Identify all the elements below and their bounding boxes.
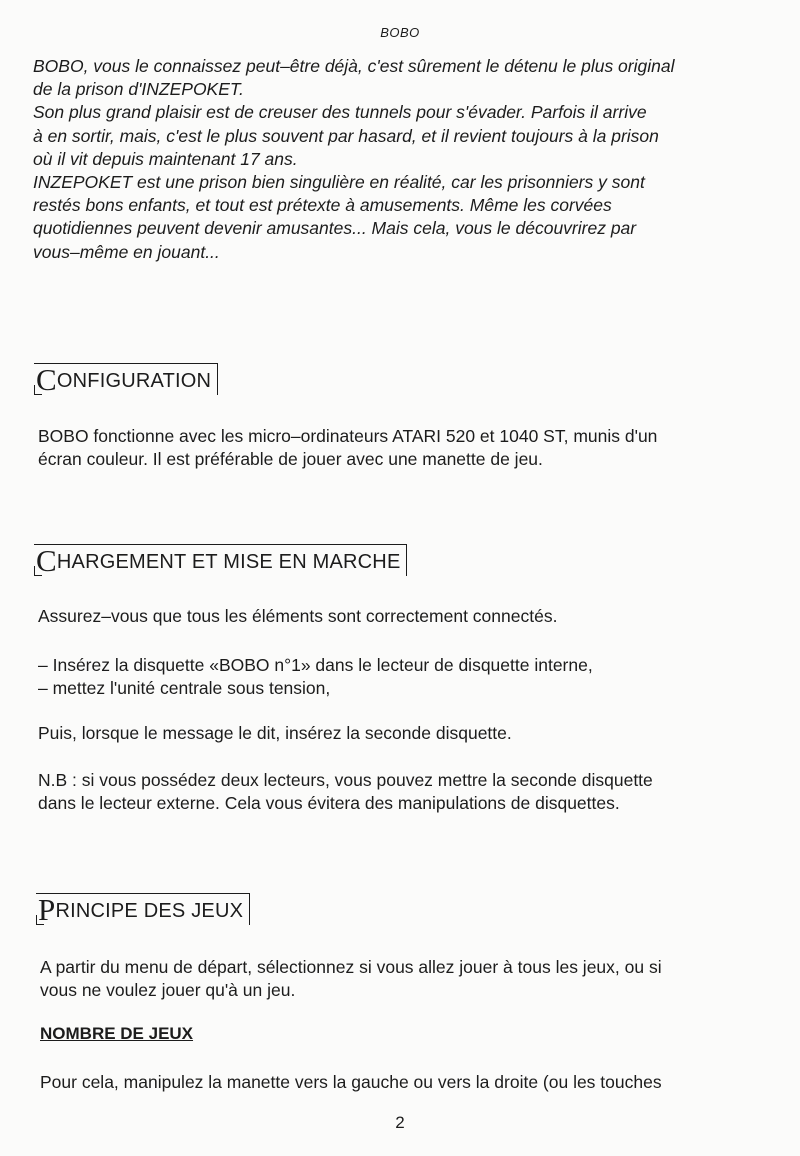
heading-initial: P	[38, 892, 56, 927]
heading-initial: C	[36, 543, 57, 578]
configuration-paragraph	[38, 425, 763, 471]
intro-line: INZEPOKET est une prison bien singulière en réalité, car les prisonniers y sont	[33, 172, 645, 193]
chargement-steps	[38, 654, 763, 700]
chargement-second-disk: Puis, lorsque le message le dit, insérez la seconde disquette.	[38, 723, 512, 743]
heading-configuration	[34, 363, 218, 395]
subheading-nombre-de-jeux: NOMBRE DE JEUX	[40, 1024, 194, 1043]
principe-continuation: Pour cela, manipulez la manette vers la gauche ou vers la droite (ou les touches	[40, 1072, 662, 1092]
heading-principe	[36, 893, 250, 925]
note-line: dans le lecteur externe. Cela vous évitera des manipulations de disquettes.	[38, 793, 620, 814]
intro-line: à en sortir, mais, c'est le plus souvent par hasard, et il revient toujours à la prison	[33, 125, 659, 146]
heading-label: HARGEMENT ET MISE EN MARCHE	[56, 551, 401, 573]
paragraph-line: vous ne voulez jouer qu'à un jeu.	[40, 980, 296, 1001]
intro-line: où il vit depuis maintenant 17 ans.	[33, 148, 298, 169]
page-number: 2	[395, 1113, 405, 1132]
heading-initial: C	[36, 362, 57, 397]
intro-line: de la prison d'INZEPOKET.	[33, 79, 244, 100]
paragraph-line: BOBO fonctionne avec les micro–ordinateurs ATARI 520 et 1040 ST, munis d'un	[38, 426, 658, 446]
intro-line: BOBO, vous le connaissez peut–être déjà, c'est sûrement le détenu le plus original	[33, 56, 675, 76]
intro-line: restés bons enfants, et tout est prétexte à amusements. Même les corvées	[33, 195, 612, 216]
note-line: N.B : si vous possédez deux lecteurs, vous pouvez mettre la seconde disquette	[38, 770, 653, 790]
heading-label: ONFIGURATION	[56, 370, 212, 392]
chargement-intro: Assurez–vous que tous les éléments sont correctement connectés.	[38, 606, 558, 626]
principe-paragraph	[40, 956, 765, 1002]
heading-label: RINCIPE DES JEUX	[55, 900, 244, 922]
heading-chargement	[34, 544, 407, 576]
step-line: – mettez l'unité centrale sous tension,	[38, 678, 331, 699]
running-header: BOBO	[380, 25, 420, 40]
paragraph-line: A partir du menu de départ, sélectionnez si vous allez jouer à tous les jeux, ou si	[40, 957, 662, 977]
intro-line: vous–même en jouant...	[33, 241, 220, 262]
step-line: – Insérez la disquette «BOBO n°1» dans le lecteur de disquette interne,	[38, 655, 593, 675]
chargement-note	[38, 769, 763, 815]
intro-line: Son plus grand plaisir est de creuser des tunnels pour s'évader. Parfois il arrive	[33, 102, 647, 123]
intro-line: quotidiennes peuvent devenir amusantes... Mais cela, vous le découvrirez par	[33, 218, 637, 239]
paragraph-line: écran couleur. Il est préférable de jouer avec une manette de jeu.	[38, 449, 543, 470]
intro-paragraph	[33, 55, 758, 264]
